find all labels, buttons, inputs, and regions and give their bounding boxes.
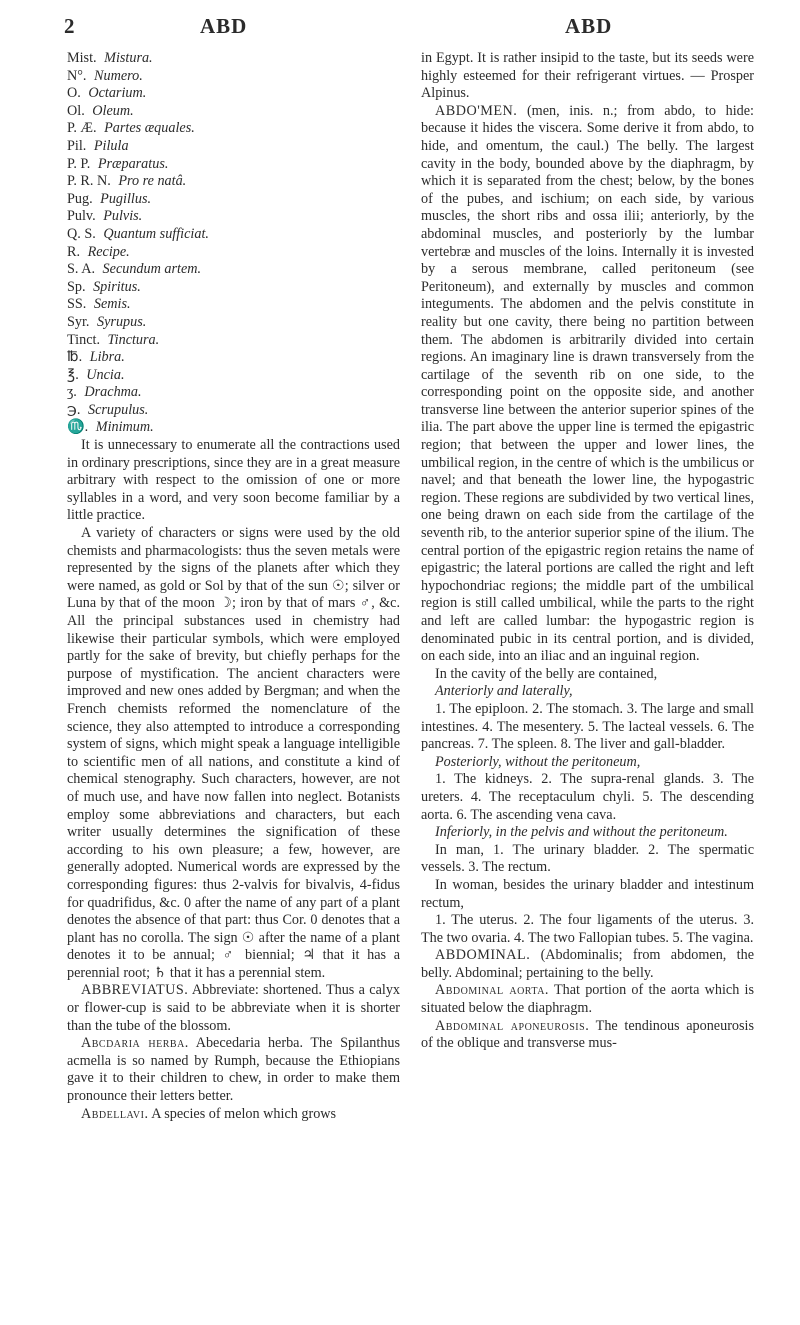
entry-body: Abbreviate: shortened. Thus a calyx or flower-cup is said to be abbreviate when it is shorter than the tube of the blossom. (67, 982, 401, 1034)
abbreviation: N°. (67, 67, 87, 84)
abbreviation: ℔. (67, 349, 83, 366)
headword: Abdominal aponeurosis. (435, 1017, 590, 1034)
entry-abdominal-aorta (421, 982, 754, 1017)
abbreviation-meaning: Scrupulus. (88, 401, 149, 418)
entry-body: (Abdominalis; from abdomen, the belly. Abdominal; pertaining to the belly. (421, 947, 754, 981)
abbreviation-meaning: Uncia. (86, 366, 125, 383)
subhead-text: Anteriorly and laterally, (435, 683, 573, 700)
right-column (421, 50, 754, 1053)
abbreviation: P. P. (67, 155, 91, 172)
abbreviation: P. R. N. (67, 173, 111, 190)
abbreviation-meaning: Pulvis. (103, 208, 143, 225)
abbreviation-meaning: Pilula (93, 137, 129, 154)
abbreviation-meaning: Numero. (94, 67, 143, 84)
abbreviation-entry (67, 244, 400, 262)
abbreviation-entry (67, 103, 400, 121)
headword: ABDO'MEN. (435, 102, 518, 119)
subhead-inferiorly (421, 824, 754, 842)
paragraph-cavity: In the cavity of the belly are contained, (435, 665, 658, 682)
list-posteriorly: 1. The kidneys. 2. The supra-renal glands. 3. The ureters. 4. The receptaculum chyli. 5. The descending aorta. 6. The ascending vena cava. (421, 771, 754, 823)
abbreviation-meaning: Partes æquales. (104, 120, 195, 137)
abbreviation: Pug. (67, 190, 93, 207)
abbreviation-entry (67, 384, 400, 402)
abbreviation: O. (67, 85, 81, 102)
abbreviation-meaning: Præparatus. (97, 155, 169, 172)
abbreviation-entry (67, 50, 400, 68)
abbreviation-meaning: Spiritus. (93, 278, 141, 295)
entry-body: The tendinous aponeurosis of the oblique and transverse mus- (421, 1017, 754, 1052)
paragraph-abdellavi-continued: in Egypt. It is rather insipid to the taste, but its seeds were highly esteemed for their refrigerant virtues. — Prosper Alpinus. (421, 50, 754, 102)
abbreviation: Tinct. (67, 331, 100, 348)
entry-abdominal (421, 947, 754, 982)
subhead-text: Inferiorly, in the pelvis and without the peritoneum. (435, 824, 728, 841)
abbreviation-meaning: Syrupus. (97, 313, 147, 330)
page-header (0, 14, 800, 44)
abbreviation-entry (67, 261, 400, 279)
paragraph-in-woman: In woman, besides the urinary bladder and intestinum rectum, (421, 876, 754, 911)
headword: Abdellavi. (81, 1105, 149, 1122)
entry-body: A species of melon which grows (151, 1105, 337, 1122)
entry-abdominal-aponeurosis (421, 1018, 754, 1053)
abbreviation: SS. (67, 296, 87, 313)
abbreviation-entry (67, 332, 400, 350)
entry-body: That portion of the aorta which is situated below the diaphragm. (421, 982, 754, 1017)
abbreviation-meaning: Quantum sufficiat. (103, 225, 209, 242)
headword: Abcdaria herba. (81, 1035, 189, 1052)
abbreviation: ♏. (67, 419, 89, 436)
abbreviation-list (67, 50, 400, 437)
left-column (67, 50, 400, 1123)
abbreviation-entry (67, 402, 400, 420)
abbreviation-entry (67, 85, 400, 103)
abbreviation: P. Æ. (67, 120, 97, 137)
abbreviation-entry (67, 314, 400, 332)
abbreviation-meaning: Oleum. (92, 102, 134, 119)
abbreviation-meaning: Drachma. (84, 384, 142, 401)
entry-body: (men, inis. n.; from abdo, to hide: because it hides the viscera. Some derive it from abdo, to hide, and omentum, the caul.) The belly. The largest cavity in the body, bounded above by the diaphragm, by which it is separated from the chest; below, by the bones of the pubes, and ischium; on each side, by various muscles, the short ribs and ossa ilii; anteriorly, by the abdominal muscles, and posteriorly by the lumbar vertebræ and muscles of the loins. Internally it is invested by a serous membrane, called peritoneum (see Peritoneum), and externally by muscles and common integuments. The abdomen and the pelvis constitute in reality but one cavity, there being no partition between them. The abdomen is arbitrarily divided into certain regions. An imaginary line is drawn transversely from the cartilage of the seventh rib on one side, to the corresponding point on the opposite side, and another transverse line between the anterior superior spines of the ilia. The part above the upper line is termed the epigastric region; that between the upper and lower lines, the umbilical region, in the centre of which is the umbilicus or navel; and that beneath the lower line, the hypogastric region. These regions are subdivided by two vertical lines, one being drawn on each side from the cartilage of the seventh rib, to the anterior superior spine of the ilium. The central portion of the epigastric region retains the name of epigastric; the lateral portions are called the right and left hypochondriac regions; the middle part of the umbilical region is still called umbilical, while the parts to the right and left are called lumbar: the hypogastric region is denominated pubic in its central portion, and is divided, on each side, into an iliac and an inguinal region. (421, 102, 755, 665)
paragraph-chemical-signs: A variety of characters or signs were used by the old chemists and pharmacologists: thus the seven metals were represented by the signs of the planets after which they were named, as gold or Sol by that of the sun ☉; silver or Luna by that of the moon ☽; iron by that of mars ♂, &c. All the principal substances used in chemistry had likewise their particular symbols, which were employed partly for the sake of brevity, but chiefly perhaps for the purpose of mystification. The ancient characters were improved and new ones added by Bergman; and when the French chemists reformed the nomenclature of the science, they also attempted to introduce a corresponding system of signs, which might speak a language intelligible to scientific men of all nations, and constitute a kind of chemical stenography. Such characters, however, are not of much use, and have now fallen into neglect. Botanists employ some abbreviations and characters, but each writer usually determines the signification of these according to his own pleasure; a few, however, are generally adopted. Numerical words are expressed by the corresponding figures: thus 2-valvis for bivalvis, 4-fidus for quadrifidus, &c. 0 after the name of any part of a plant denotes the absence of that part: thus Cor. 0 denotes that a plant has no corolla. The sign ☉ after the name of a plant denotes it to be annual; ♂ biennial; ♃ that it has a perennial root; ♄ that it has a perennial stem. (67, 525, 400, 981)
abbreviation-entry (67, 156, 400, 174)
abbreviation-entry (67, 349, 400, 367)
abbreviation-meaning: Mistura. (104, 50, 153, 66)
abbreviation-meaning: Minimum. (95, 419, 154, 436)
abbreviation-meaning: Semis. (93, 296, 131, 313)
abbreviation: S. A. (67, 261, 95, 278)
headword: ABDOMINAL. (435, 947, 531, 964)
running-head-left: ABD (200, 14, 248, 38)
abbreviation: ʒ. (67, 384, 77, 401)
running-head-right: ABD (565, 14, 613, 38)
abbreviation: ℥. (67, 366, 79, 383)
abbreviation-entry (67, 120, 400, 138)
abbreviation: Q. S. (67, 225, 96, 242)
abbreviation: Sp. (67, 278, 86, 295)
abbreviation-meaning: Tinctura. (107, 331, 160, 348)
entry-abdomen (421, 103, 754, 666)
abbreviation-meaning: Libra. (89, 349, 125, 366)
entry-abdellavi (67, 1106, 400, 1124)
abbreviation: Ol. (67, 102, 85, 119)
abbreviation-entry (67, 279, 400, 297)
abbreviation: Pulv. (67, 208, 96, 225)
abbreviation: Mist. (67, 50, 97, 66)
subhead-posteriorly (421, 754, 754, 772)
list-anteriorly: 1. The epiploon. 2. The stomach. 3. The large and small intestines. 4. The mesentery. 5. The lacteal vessels. 6. The pancreas. 7. The spleen. 8. The liver and gall-bladder. (421, 700, 754, 753)
list-woman: 1. The uterus. 2. The four ligaments of the uterus. 3. The two ovaria. 4. The two Fallopian tubes. 5. The vagina. (421, 912, 754, 946)
abbreviation: Syr. (67, 313, 90, 330)
page-number: 2 (64, 14, 76, 38)
paragraph-contractions: It is unnecessary to enumerate all the contractions used in ordinary prescriptions, since they are in a great measure arbitrary with respect to the omission of one or more syllables in a word, and very soon become familiar by a little practice. (67, 437, 400, 524)
entry-body: Abecedaria herba. The Spilanthus acmella is so named by Rumph, because the Ethiopians gave it to their children to chew, in order to make them pronounce their letters better. (67, 1035, 400, 1105)
entry-abbreviatus (67, 982, 400, 1035)
abbreviation: R. (67, 243, 81, 260)
headword: Abdominal aorta. (435, 982, 549, 999)
abbreviation: Pil. (67, 137, 87, 154)
abbreviation-meaning: Recipe. (87, 243, 130, 260)
abbreviation-entry (67, 419, 400, 437)
paragraph-in-man: In man, 1. The urinary bladder. 2. The spermatic vessels. 3. The rectum. (421, 841, 754, 876)
abbreviation-entry (67, 296, 400, 314)
abbreviation-entry (67, 138, 400, 156)
abbreviation-entry (67, 208, 400, 226)
abbreviation-meaning: Pugillus. (100, 190, 152, 207)
abbreviation-meaning: Secundum artem. (102, 261, 202, 278)
subhead-text: Posteriorly, without the peritoneum, (435, 753, 641, 770)
abbreviation-entry (67, 173, 400, 191)
abbreviation: ℈. (67, 401, 81, 418)
abbreviation-entry (67, 226, 400, 244)
abbreviation-entry (67, 367, 400, 385)
abbreviation-entry (67, 68, 400, 86)
abbreviation-entry (67, 191, 400, 209)
abbreviation-meaning: Octarium. (88, 85, 147, 102)
abbreviation-meaning: Pro re natâ. (118, 173, 187, 190)
entry-abecedaria (67, 1035, 400, 1105)
headword: ABBREVIATUS. (81, 982, 189, 999)
subhead-anteriorly (421, 683, 754, 701)
